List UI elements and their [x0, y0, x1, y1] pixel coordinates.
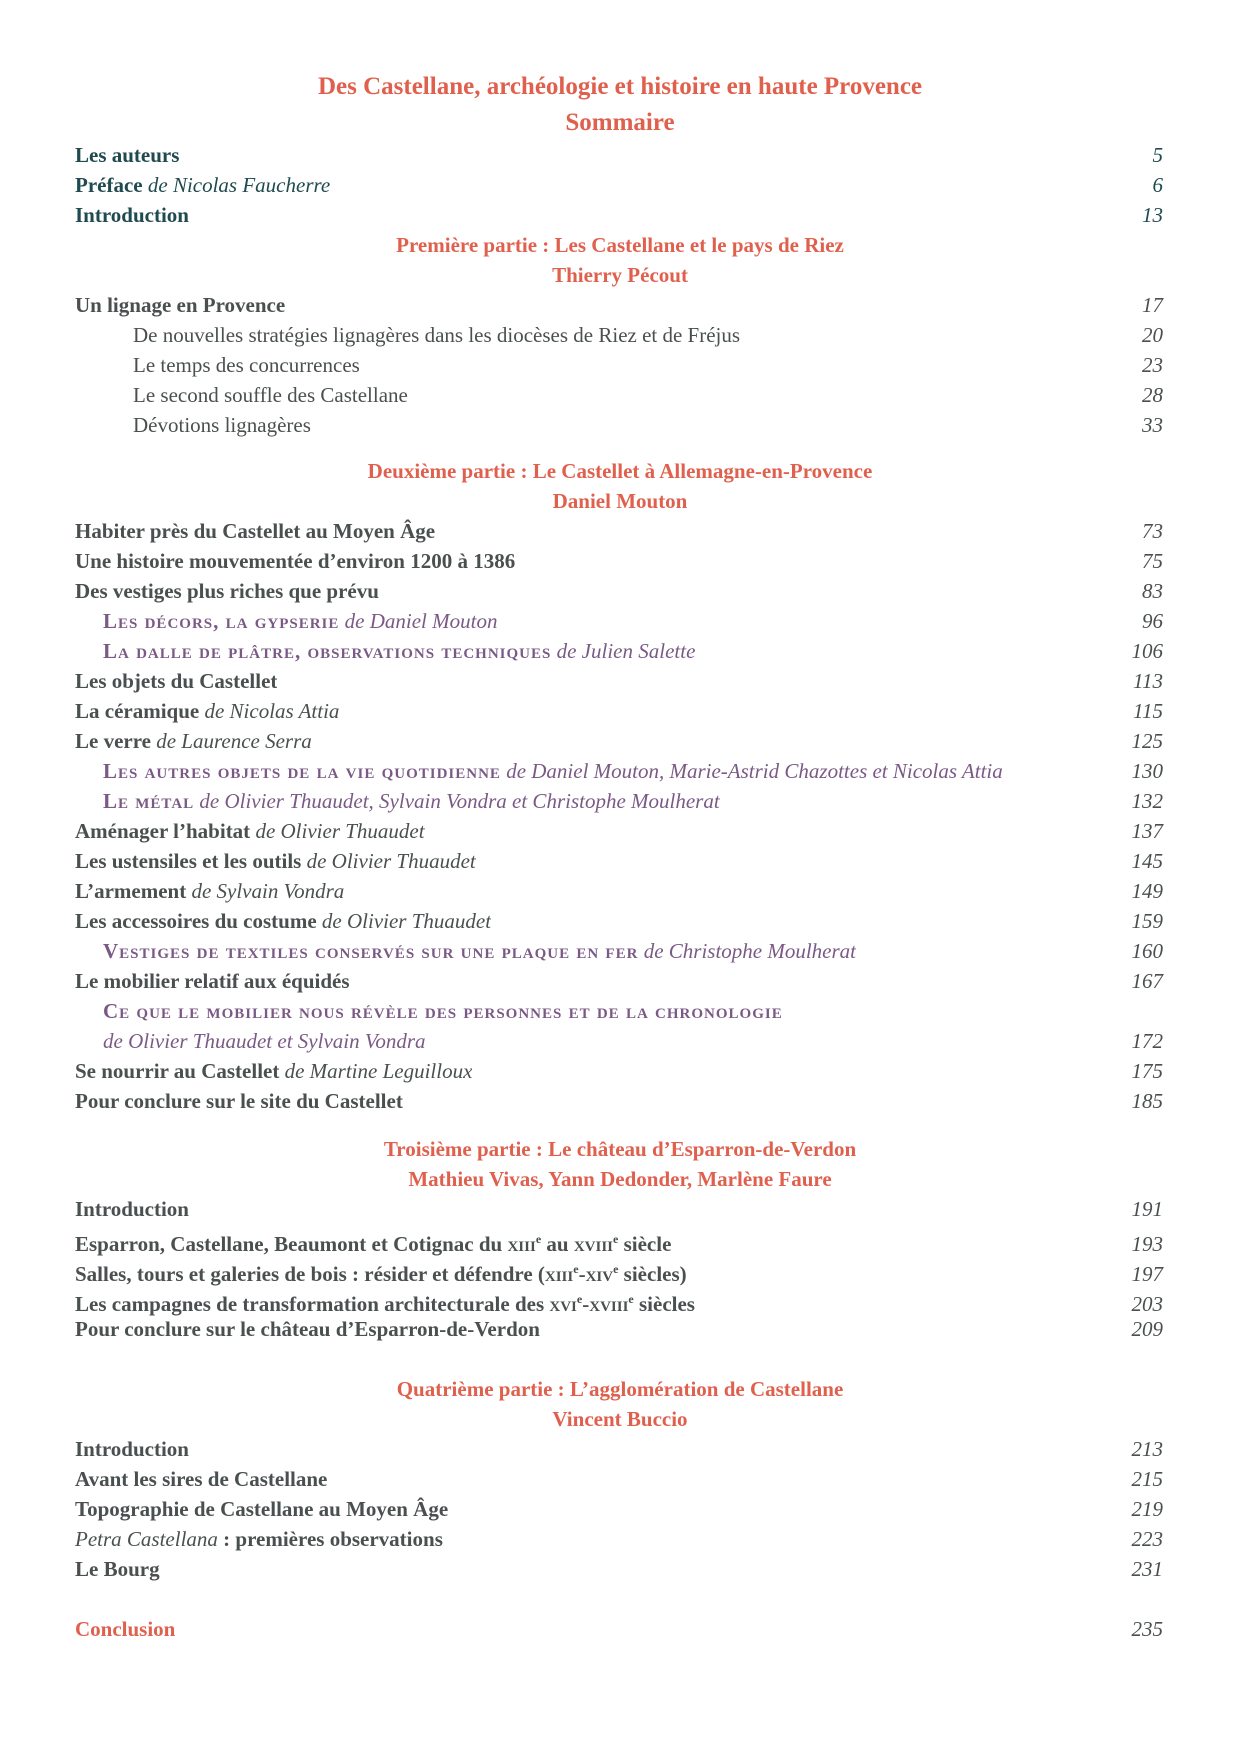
page-number: 223 — [1131, 1527, 1163, 1551]
toc-entry[interactable] — [75, 1494, 1163, 1524]
page-title: Sommaire — [565, 109, 675, 136]
entry-author: de Nicolas Attia — [199, 699, 340, 723]
toc-entry[interactable] — [75, 516, 1163, 546]
entry-label: Un lignage en Provence — [75, 293, 286, 317]
entry-label: Une histoire mouvementée d’environ 1200 à 1386 — [75, 549, 516, 573]
entry-label: Les auteurs — [75, 143, 180, 167]
page-number: 203 — [1131, 1292, 1163, 1316]
entry-label: Habiter près du Castellet au Moyen Âge — [75, 519, 436, 543]
part-author: Vincent Buccio — [552, 1407, 688, 1431]
page-number: 113 — [1133, 669, 1163, 693]
entry-author: de Olivier Thuaudet, Sylvain Vondra et Christophe Moulherat — [194, 789, 720, 813]
toc-entry[interactable] — [75, 1194, 1163, 1224]
page-number: 20 — [1142, 323, 1163, 347]
toc-entry[interactable] — [75, 1554, 1163, 1584]
toc-entry[interactable] — [75, 846, 1163, 876]
toc-subentry[interactable] — [133, 350, 1163, 380]
entry-label: Les campagnes de transformation architecturale des xvi$^e$-xviii$^e$ siècles — [75, 1292, 695, 1316]
entry-label: : premières observations — [217, 1527, 443, 1551]
toc-entry[interactable] — [75, 876, 1163, 906]
page-number: 235 — [1131, 1617, 1163, 1641]
toc-entry[interactable] — [75, 546, 1163, 576]
entry-author: de Laurence Serra — [150, 729, 312, 753]
entry-label: Le second souffle des Castellane — [133, 383, 408, 407]
entry-label: Le Bourg — [75, 1557, 160, 1581]
page-number: 149 — [1131, 879, 1163, 903]
toc-subentry[interactable] — [103, 636, 1163, 666]
toc-entry[interactable] — [75, 1524, 1163, 1554]
toc-entry[interactable] — [75, 200, 1163, 230]
page-number: 23 — [1142, 353, 1163, 377]
entry-label: Aménager l’habitat — [75, 819, 251, 843]
part-heading: Quatrième partie : L’agglomération de Castellane — [396, 1377, 844, 1401]
page-number: 231 — [1131, 1557, 1163, 1581]
toc-entry[interactable] — [75, 1434, 1163, 1464]
toc-entry[interactable] — [75, 696, 1163, 726]
toc-entry[interactable] — [75, 966, 1163, 996]
entry-label: Introduction — [75, 1197, 189, 1221]
part-author: Mathieu Vivas, Yann Dedonder, Marlène Faure — [408, 1167, 832, 1191]
page-number: 83 — [1142, 579, 1163, 603]
page-number: 197 — [1131, 1262, 1163, 1286]
entry-connector: de — [142, 173, 173, 197]
page-number: 160 — [1131, 939, 1163, 963]
entry-label: L’armement — [75, 879, 187, 903]
entry-author: de Olivier Thuaudet — [301, 849, 476, 873]
page-number: 219 — [1131, 1497, 1163, 1521]
entry-label: De nouvelles stratégies lignagères dans les diocèses de Riez et de Fréjus — [133, 323, 741, 347]
entry-label: Se nourrir au Castellet — [75, 1059, 280, 1083]
page-number: 5 — [1152, 143, 1163, 167]
entry-label: Dévotions lignagères — [133, 413, 311, 437]
toc-entry[interactable] — [75, 140, 1163, 170]
book-title: Des Castellane, archéologie et histoire en haute Provence — [317, 73, 923, 100]
toc-entry[interactable] — [75, 666, 1163, 696]
entry-label: Les objets du Castellet — [75, 669, 278, 693]
page-number: 175 — [1131, 1059, 1163, 1083]
toc-entry[interactable] — [75, 170, 1163, 200]
entry-label: Pour conclure sur le site du Castellet — [75, 1089, 403, 1113]
toc-subentry[interactable] — [133, 320, 1163, 350]
page-number: 191 — [1131, 1197, 1163, 1221]
entry-label: Pour conclure sur le château d’Esparron-de-Verdon — [75, 1317, 540, 1341]
page-number: 6 — [1152, 173, 1163, 197]
entry-author: de Olivier Thuaudet — [250, 819, 425, 843]
entry-label: Le mobilier relatif aux équidés — [75, 969, 350, 993]
page-number: 167 — [1131, 969, 1163, 993]
entry-author: de Daniel Mouton, Marie-Astrid Chazottes et Nicolas Attia — [500, 759, 1003, 783]
entry-label: Topographie de Castellane au Moyen Âge — [75, 1497, 449, 1521]
page-number: 209 — [1131, 1317, 1163, 1341]
entry-author: de Christophe Moulherat — [638, 939, 857, 963]
toc-subentry-author[interactable] — [103, 1026, 1163, 1056]
entry-italic-title: Petra Castellana — [75, 1527, 218, 1551]
page-number: 145 — [1131, 849, 1163, 873]
page-number: 73 — [1142, 519, 1163, 543]
entry-label: Salles, tours et galeries de bois : résider et défendre (xiii$^e$-xiv$^e$ siècles) — [75, 1262, 687, 1286]
page-number: 96 — [1142, 609, 1163, 633]
toc-entry[interactable] — [75, 1284, 1163, 1314]
toc-entry[interactable] — [75, 576, 1163, 606]
entry-label: Esparron, Castellane, Beaumont et Cotignac du xiii$^e$ au xviii$^e$ siècle — [75, 1232, 672, 1256]
entry-label: Vestiges de textiles conservés sur une plaque en fer — [103, 939, 639, 963]
page-number: 132 — [1131, 789, 1163, 813]
toc-entry[interactable] — [75, 1464, 1163, 1494]
toc-subentry[interactable] — [133, 410, 1163, 440]
toc-entry[interactable] — [75, 1314, 1163, 1344]
entry-author: de Daniel Mouton — [339, 609, 498, 633]
toc-entry[interactable] — [75, 726, 1163, 756]
toc-entry[interactable] — [75, 1224, 1163, 1254]
entry-author: de Olivier Thuaudet et Sylvain Vondra — [103, 1029, 426, 1053]
entry-label: Préface — [75, 173, 143, 197]
page-number: 33 — [1142, 413, 1163, 437]
page-number: 125 — [1131, 729, 1163, 753]
toc-entry[interactable] — [75, 816, 1163, 846]
entry-label: Le verre — [75, 729, 151, 753]
page-number: 213 — [1131, 1437, 1163, 1461]
entry-label: Les décors, la gypserie — [103, 609, 340, 633]
entry-label: Les ustensiles et les outils — [75, 849, 302, 873]
entry-author: de Martine Leguilloux — [279, 1059, 473, 1083]
page-number: 159 — [1131, 909, 1163, 933]
page-number: 28 — [1142, 383, 1163, 407]
page-number: 130 — [1131, 759, 1163, 783]
page-number: 172 — [1131, 1029, 1163, 1053]
page-number: 115 — [1133, 699, 1163, 723]
entry-author: de Sylvain Vondra — [186, 879, 345, 903]
page-number: 137 — [1131, 819, 1163, 843]
part-author: Daniel Mouton — [552, 489, 688, 513]
part-heading: Troisième partie : Le château d’Esparron-de-Verdon — [383, 1137, 857, 1161]
entry-label: Conclusion — [75, 1617, 176, 1641]
entry-label: Le temps des concurrences — [133, 353, 360, 377]
toc-subentry[interactable] — [133, 380, 1163, 410]
entry-author: de Julien Salette — [551, 639, 696, 663]
entry-label: Des vestiges plus riches que prévu — [75, 579, 379, 603]
part-heading: Deuxième partie : Le Castellet à Allemagne-en-Provence — [367, 459, 873, 483]
entry-label: La céramique — [75, 699, 200, 723]
toc-entry[interactable] — [75, 1086, 1163, 1116]
entry-label: Introduction — [75, 203, 189, 227]
toc-subentry[interactable] — [103, 606, 1163, 636]
toc-subentry[interactable] — [103, 936, 1163, 966]
toc-subentry[interactable] — [103, 786, 1163, 816]
entry-author: Nicolas Faucherre — [172, 173, 331, 197]
entry-label: Avant les sires de Castellane — [75, 1467, 328, 1491]
entry-author: de Olivier Thuaudet — [316, 909, 492, 933]
page-number: 106 — [1131, 639, 1163, 663]
page-number: 13 — [1142, 203, 1163, 227]
toc-entry-conclusion[interactable] — [75, 1614, 1163, 1644]
toc-entry[interactable] — [75, 290, 1163, 320]
toc-entry[interactable] — [75, 906, 1163, 936]
page-number: 193 — [1131, 1232, 1163, 1256]
page-number: 75 — [1142, 549, 1163, 573]
page-number: 17 — [1142, 293, 1163, 317]
toc-entry[interactable] — [75, 1056, 1163, 1086]
entry-label: Les autres objets de la vie quotidienne — [103, 759, 501, 783]
part-heading: Première partie : Les Castellane et le pays de Riez — [396, 233, 844, 257]
entry-label: Les accessoires du costume — [75, 909, 317, 933]
page-number: 185 — [1131, 1089, 1163, 1113]
toc-subentry[interactable] — [103, 756, 1163, 786]
toc-subentry[interactable] — [103, 996, 1163, 1026]
page-number: 215 — [1131, 1467, 1163, 1491]
entry-label: Introduction — [75, 1437, 189, 1461]
entry-label: Ce que le mobilier nous révèle des personnes et de la chronologie — [103, 999, 783, 1023]
entry-label: Le métal — [103, 789, 195, 813]
toc-entry[interactable] — [75, 1254, 1163, 1284]
entry-label: La dalle de plâtre, observations techniques — [103, 639, 552, 663]
part-author: Thierry Pécout — [552, 263, 688, 287]
